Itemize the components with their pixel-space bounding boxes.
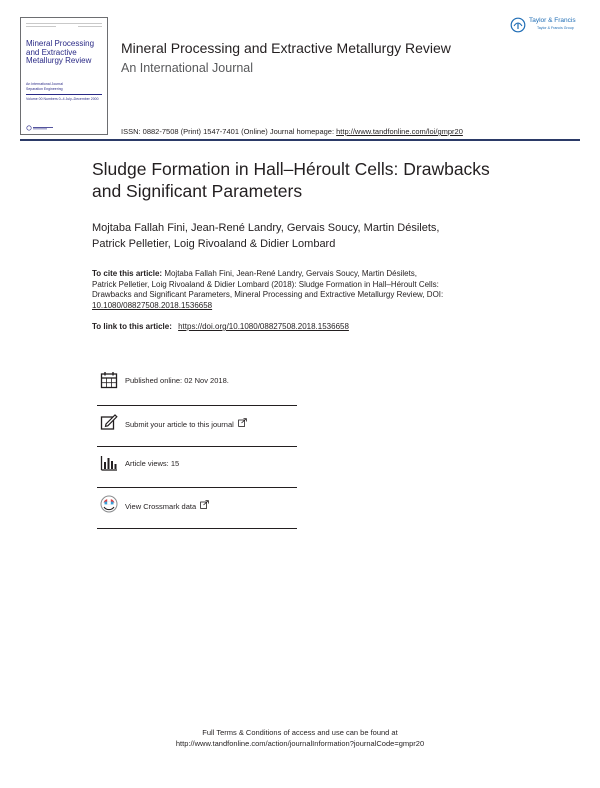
article-title-line2: and Significant Parameters <box>92 181 303 201</box>
citation-line3: Drawbacks and Significant Parameters, Mineral Processing and Extractive Metallurgy Review, DOI: <box>92 290 444 299</box>
journal-homepage-link[interactable]: http://www.tandfonline.com/loi/gmpr20 <box>336 127 463 136</box>
journal-subtitle: An International Journal <box>121 61 254 75</box>
cover-top-rule-left <box>26 26 56 27</box>
external-link-icon <box>238 418 247 427</box>
citation-label: To cite this article: <box>92 269 163 278</box>
journal-title: Mineral Processing and Extractive Metallurgy Review <box>121 40 451 56</box>
article-link-line <box>92 322 522 331</box>
article-link-label: To link to this article: <box>92 322 175 331</box>
info-divider-2 <box>97 446 297 447</box>
authors-line2: Patrick Pelletier, Loig Rivoaland & Didier Lombard <box>92 238 336 250</box>
article-views-text: Article views: 15 <box>125 459 180 468</box>
cover-volume-text: Volume 00 Numbers 0–4 July–December 2000 <box>26 97 99 101</box>
cover-title: Mineral Processing and Extractive Metallurgy Review <box>26 39 95 65</box>
publisher-logo[interactable] <box>510 14 586 36</box>
published-online-text: Published online: 02 Nov 2018. <box>125 376 229 385</box>
submit-article-row[interactable] <box>97 411 297 437</box>
article-title <box>92 158 552 202</box>
cover-top-rule-right <box>78 26 102 27</box>
cover-subtitle-line1: An International Journal <box>26 82 63 86</box>
edit-icon <box>100 413 118 431</box>
published-online-row <box>97 369 297 395</box>
cover-top-rule <box>26 23 102 24</box>
publisher-logo-group: Taylor & Francis Group <box>537 26 574 30</box>
citation-block <box>92 269 522 311</box>
citation-line1: Mojtaba Fallah Fini, Jean-René Landry, Gervais Soucy, Martin Désilets, <box>162 269 418 278</box>
crossmark-text <box>125 500 209 511</box>
article-views-row <box>97 452 297 478</box>
footer-terms-link[interactable]: http://www.tandfonline.com/action/journalInformation?journalCode=gmpr20 <box>175 739 425 748</box>
cover-subtitle <box>26 82 104 91</box>
cover-band-rule <box>26 94 102 95</box>
authors-line1: Mojtaba Fallah Fini, Jean-René Landry, Gervais Soucy, Martin Désilets, <box>92 222 440 234</box>
cover-publisher-logo-icon <box>26 125 56 131</box>
external-link-icon <box>200 500 209 509</box>
issn-line <box>121 127 463 136</box>
calendar-icon <box>100 371 118 389</box>
citation-doi-link[interactable]: 10.1080/08827508.2018.1536658 <box>92 300 213 310</box>
citation-line2: Patrick Pelletier, Loig Rivoaland & Didier Lombard (2018): Sludge Formation in Hall–Héroult Cells: <box>92 279 439 289</box>
crossmark-icon <box>100 495 118 513</box>
submit-article-text <box>125 418 247 429</box>
info-divider-1 <box>97 405 297 406</box>
submit-article-label: Submit your article to this journal <box>125 420 234 429</box>
info-divider-4 <box>97 528 297 529</box>
bar-chart-icon <box>100 454 118 472</box>
info-divider-3 <box>97 487 297 488</box>
crossmark-row[interactable] <box>97 493 297 519</box>
article-title-line1: Sludge Formation in Hall–Héroult Cells: Drawbacks <box>92 159 490 179</box>
issn-text: ISSN: 0882-7508 (Print) 1547-7401 (Online) Journal homepage: <box>121 127 337 136</box>
header-rule <box>20 139 580 141</box>
article-doi-url[interactable]: https://doi.org/10.1080/08827508.2018.1536658 <box>178 322 349 331</box>
journal-cover-thumbnail <box>20 17 108 135</box>
article-authors <box>92 220 512 252</box>
cover-subtitle-line2: Separation Engineering <box>26 86 63 91</box>
publisher-logo-name: Taylor & Francis <box>529 17 576 24</box>
footer-line1: Full Terms & Conditions of access and use can be found at <box>202 728 398 737</box>
publisher-logo-icon <box>510 17 526 33</box>
footer <box>0 727 600 749</box>
crossmark-label: View Crossmark data <box>125 502 197 511</box>
